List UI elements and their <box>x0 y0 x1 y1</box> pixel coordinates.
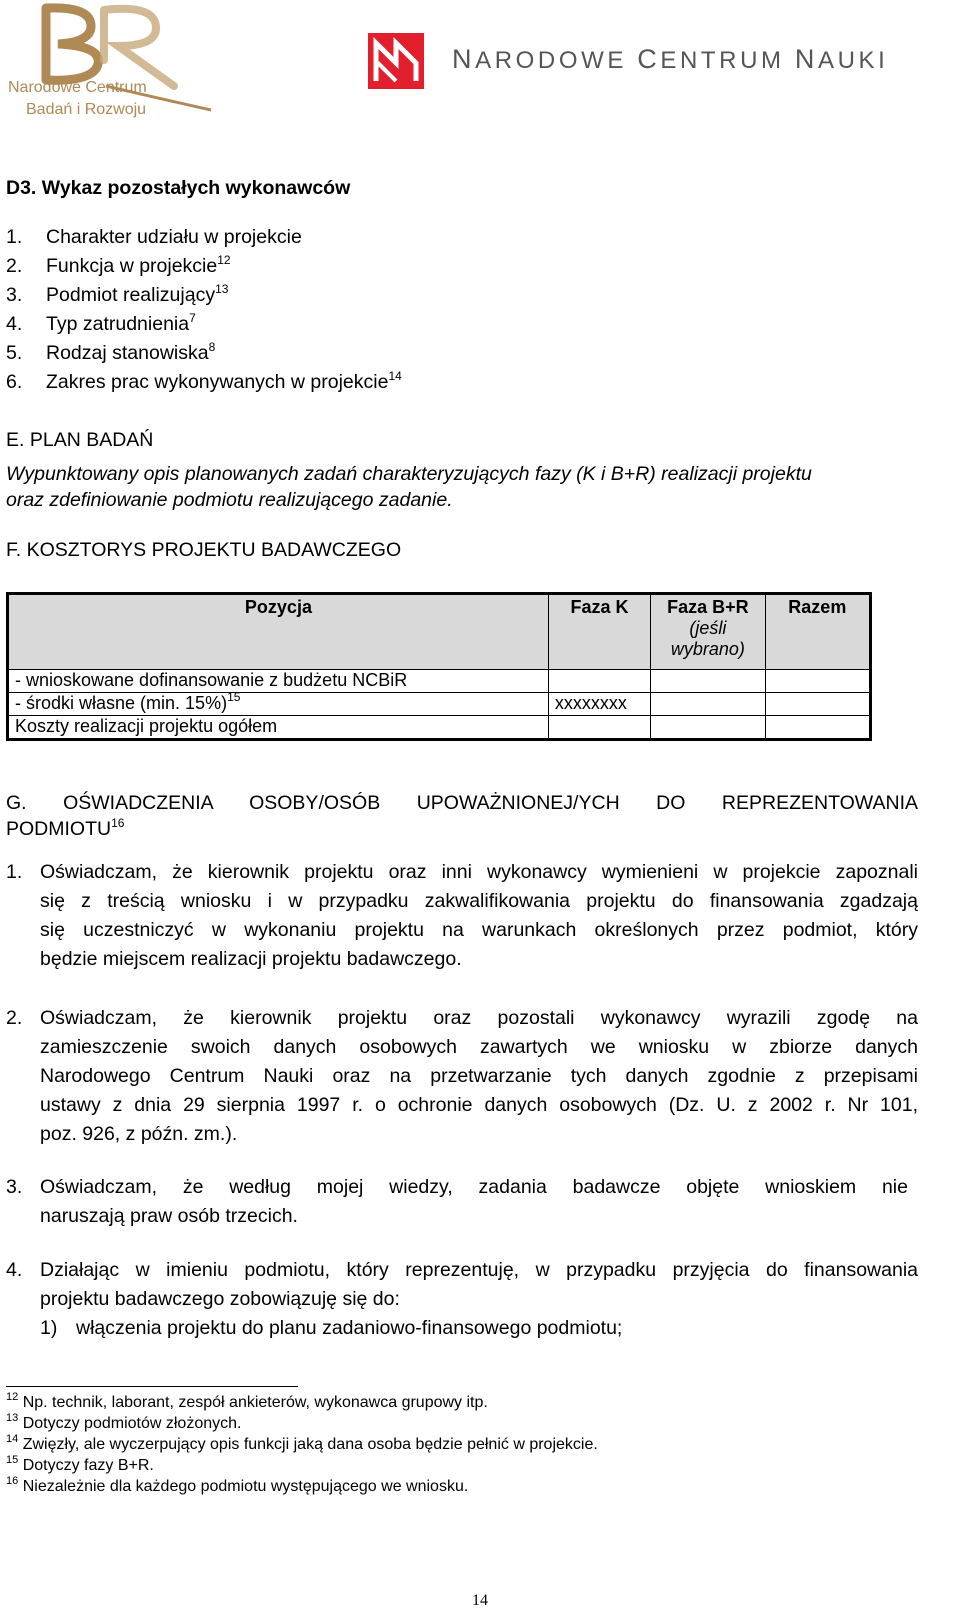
p4-sub-number: 1) <box>40 1317 58 1339</box>
p4-number: 4. <box>6 1259 23 1281</box>
table-row <box>8 693 871 716</box>
item-number: 5. <box>6 342 23 364</box>
p1-line-4: będzie miejscem realizacji projektu badawczego. <box>40 948 462 970</box>
footnote-ref: 14 <box>388 369 402 383</box>
footnote-15 <box>6 1455 154 1476</box>
cell-faza-k[interactable]: xxxxxxxx <box>548 693 650 716</box>
g-title-line-1 <box>6 791 918 815</box>
footnote-separator <box>6 1386 298 1387</box>
p1-line-1-wrap <box>40 860 918 884</box>
f-title: F. KOSZTORYS PROJEKTU BADAWCZEGO <box>6 539 402 561</box>
p3-line-1: Oświadczam, że według mojej wiedzy, zadania badawcze objęte wnioskiem nie <box>40 1176 908 1198</box>
p2-line-3: Narodowego Centrum Nauki oraz na przetwarzanie tych danych zgodnie z przepisami <box>40 1065 918 1087</box>
p4-line-1: Działając w imieniu podmiotu, który reprezentuję, w przypadku przyjęcia do finansowania <box>40 1259 918 1281</box>
row-label: Koszty realizacji projektu ogółem <box>8 716 549 740</box>
footnote-ref: 7 <box>189 311 196 325</box>
header-faza-br-label: Faza B+R <box>667 597 749 617</box>
row-label: - wnioskowane dofinansowanie z budżetu NCBiR <box>8 670 549 693</box>
cell-faza-k[interactable] <box>548 670 650 693</box>
ncbr-logo-text-2: Badań i Rozwoju <box>26 101 147 118</box>
table-row <box>8 670 871 693</box>
p2-line-2: zamieszczenie swoich danych osobowych zawartych we wniosku w zbiorze danych <box>40 1036 918 1058</box>
footnote-12 <box>6 1392 488 1413</box>
p2-line-3-wrap <box>40 1064 918 1088</box>
item-text: Rodzaj stanowiska <box>46 342 209 364</box>
p1-line-3: się uczestniczyć w wykonaniu projektu na warunkach określonych przez podmiot, który <box>40 919 918 941</box>
e-desc-line-1: Wypunktowany opis planowanych zadań charakteryzujących fazy (K i B+R) realizacji projektu <box>6 463 812 485</box>
header-faza-br <box>651 594 765 670</box>
footnote-ref: 16 <box>111 816 125 830</box>
ncn-title: NARODOWE CENTRUM NAUKI <box>452 44 889 74</box>
budget-table <box>6 592 872 741</box>
row-label: - środki własne (min. 15%) <box>15 693 228 713</box>
p1-line-3-wrap <box>40 918 918 942</box>
footnote-ref: 8 <box>208 340 216 354</box>
footnote-text: Dotyczy fazy B+R. <box>22 1457 154 1474</box>
table-row <box>8 716 871 740</box>
header-faza-k: Faza K <box>548 594 650 670</box>
table-header-row <box>8 594 871 670</box>
p3-line-1-wrap <box>40 1175 908 1199</box>
ncbr-logo <box>6 0 221 128</box>
footnote-text: Niezależnie dla każdego podmiotu występującego we wniosku. <box>22 1478 469 1495</box>
footnote-13 <box>6 1413 241 1434</box>
p3-line-2: naruszają praw osób trzecich. <box>40 1205 298 1227</box>
p4-line-1-wrap <box>40 1258 918 1282</box>
footnote-ref: 12 <box>217 253 231 267</box>
d3-item-5 <box>6 341 215 365</box>
p2-number: 2. <box>6 1007 23 1029</box>
item-text: Funkcja w projekcie <box>46 255 218 277</box>
d3-item-4 <box>6 312 196 336</box>
p2-line-4-wrap <box>40 1093 918 1117</box>
header-razem: Razem <box>765 594 870 670</box>
item-number: 1. <box>6 226 23 248</box>
footnote-16 <box>6 1476 468 1497</box>
p4-line-2: projektu badawczego zobowiązuję się do: <box>40 1288 400 1310</box>
d3-title: D3. Wykaz pozostałych wykonawców <box>6 177 351 199</box>
item-number: 4. <box>6 313 23 335</box>
row-label-cell <box>8 690 549 716</box>
g-title-text-2: PODMIOTU <box>6 818 112 840</box>
p1-line-2: się z treścią wniosku i w przypadku zakwalifikowania projektu do finansowania zgadzają <box>40 890 918 912</box>
footnote-number: 12 <box>6 1391 19 1403</box>
cell-faza-br[interactable] <box>651 693 765 716</box>
g-title-line-2 <box>6 817 124 841</box>
cell-faza-k[interactable] <box>548 716 650 740</box>
e-desc-line-2: oraz zdefiniowanie podmiotu realizującego zadanie. <box>6 489 453 511</box>
footnote-text: Zwięzły, ale wyczerpujący opis funkcji jaką dana osoba będzie pełnić w projekcie. <box>22 1436 598 1453</box>
p2-line-5: poz. 926, z późn. zm.). <box>40 1123 238 1145</box>
footnote-14 <box>6 1434 598 1455</box>
p2-line-1: Oświadczam, że kierownik projektu oraz pozostali wykonawcy wyrazili zgodę na <box>40 1007 918 1029</box>
cell-faza-br[interactable] <box>651 670 765 693</box>
item-number: 3. <box>6 284 23 306</box>
p1-line-2-wrap <box>40 889 918 913</box>
p3-number: 3. <box>6 1176 23 1198</box>
p4-sub-text: włączenia projektu do planu zadaniowo-finansowego podmiotu; <box>76 1317 623 1339</box>
header-faza-br-note: (jeśli wybrano) <box>670 618 745 659</box>
item-text: Charakter udziału w projekcie <box>46 226 302 248</box>
d3-item-2 <box>6 254 231 278</box>
footnote-number: 14 <box>6 1433 19 1445</box>
item-number: 6. <box>6 371 23 393</box>
ncn-logo-mark <box>368 33 424 89</box>
g-title-text: G. OŚWIADCZENIA OSOBY/OSÓB UPOWAŻNIONEJ/YCH DO REPREZENTOWANIA <box>6 792 918 814</box>
p2-line-2-wrap <box>40 1035 918 1059</box>
item-text: Podmiot realizujący <box>46 284 216 306</box>
footnote-text: Np. technik, laborant, zespół ankieterów, wykonawca grupowy itp. <box>22 1394 488 1411</box>
item-number: 2. <box>6 255 23 277</box>
header-pozycja: Pozycja <box>8 594 549 670</box>
p2-line-4: ustawy z dnia 29 sierpnia 1997 r. o ochronie danych osobowych (Dz. U. z 2002 r. Nr 101, <box>40 1094 918 1116</box>
p1-number: 1. <box>6 861 23 883</box>
p2-line-1-wrap <box>40 1006 918 1030</box>
footnote-number: 13 <box>6 1412 19 1424</box>
cell-razem[interactable] <box>765 693 870 716</box>
cell-razem[interactable] <box>765 716 870 740</box>
d3-item-6 <box>6 370 402 394</box>
page-number: 14 <box>472 1592 488 1609</box>
item-text: Zakres prac wykonywanych w projekcie <box>46 371 389 393</box>
d3-item-1 <box>6 225 302 249</box>
cell-razem[interactable] <box>765 670 870 693</box>
cell-faza-br[interactable] <box>651 716 765 740</box>
item-text: Typ zatrudnienia <box>46 313 190 335</box>
d3-item-3 <box>6 283 228 307</box>
footnote-text: Dotyczy podmiotów złożonych. <box>22 1415 242 1432</box>
footnote-ref: 13 <box>215 282 229 296</box>
footnote-number: 15 <box>6 1454 19 1466</box>
ncn-logo <box>368 33 424 89</box>
footnote-ref: 15 <box>227 690 241 704</box>
footnote-number: 16 <box>6 1475 19 1487</box>
p1-line-1: Oświadczam, że kierownik projektu oraz inni wykonawcy wymienieni w projekcie zapoznali <box>40 861 918 883</box>
e-title: E. PLAN BADAŃ <box>6 429 154 451</box>
ncbr-logo-text-1: Narodowe Centrum <box>8 79 147 96</box>
